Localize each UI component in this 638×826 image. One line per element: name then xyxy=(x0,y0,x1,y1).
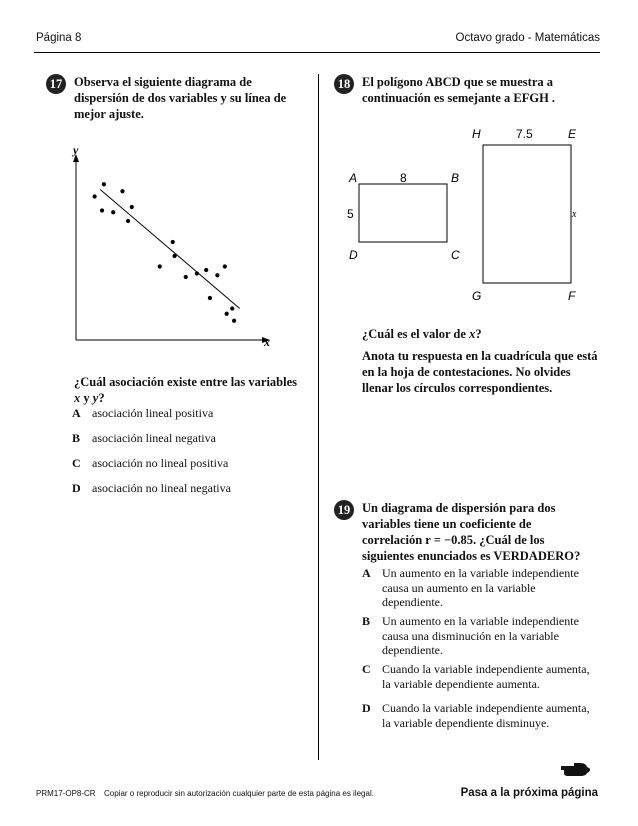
scatter-point xyxy=(204,268,208,272)
vertex-d: D xyxy=(349,248,358,262)
next-page-link[interactable]: Pasa a la próxima página xyxy=(460,787,598,799)
scatter-point xyxy=(184,275,188,279)
scatter-point xyxy=(232,319,236,323)
question-17-stem: Observa el siguiente diagrama de dispersión de dos variables y su línea de mejor ajuste. xyxy=(74,75,287,121)
choice-19-a[interactable]: A Un aumento en la variable independiente causa un aumento en la variable dependiente. xyxy=(362,566,579,609)
question-18-prompt: ¿Cuál es el valor de x? xyxy=(362,327,482,341)
vertex-f: F xyxy=(568,289,576,303)
similar-polygons-figure xyxy=(330,122,600,312)
scatter-point xyxy=(208,296,212,300)
header-rule xyxy=(34,52,600,53)
question-18-stem: El polígono ABCD que se muestra a continuación es semejante a EFGH . xyxy=(362,75,556,105)
scatter-point xyxy=(215,273,219,277)
x-axis-label: x xyxy=(264,335,270,349)
vertex-b: B xyxy=(451,171,460,185)
scatter-point xyxy=(195,271,199,275)
grade-subject: Octavo grado - Matemáticas xyxy=(455,32,600,44)
choice-19-b[interactable]: B Un aumento en la variable independiente causa una disminución en la variable dependiente. xyxy=(362,614,579,657)
choice-17-a[interactable]: A asociación lineal positiva xyxy=(72,406,214,420)
scatter-point xyxy=(93,194,97,198)
best-fit-line xyxy=(100,190,240,309)
y-axis-label: y xyxy=(73,143,79,157)
choice-17-c[interactable]: C asociación no lineal positiva xyxy=(72,456,229,470)
copyright-notice: Copiar o reproducir sin autorización cualquier parte de esta página es ilegal. xyxy=(104,789,374,798)
question-17-badge: 17 xyxy=(46,74,66,94)
side-he-length: 7.5 xyxy=(516,127,533,141)
question-19-choices xyxy=(362,566,598,749)
form-code: PRM17-OP8-CR xyxy=(36,789,96,798)
scatter-point xyxy=(126,219,130,223)
column-divider xyxy=(318,74,319,760)
side-ef-length: x xyxy=(572,209,577,220)
polygon-abcd xyxy=(359,184,447,242)
scatter-point xyxy=(223,264,227,268)
pointing-hand-icon xyxy=(560,760,592,778)
vertex-g: G xyxy=(472,289,482,303)
question-19-stem: Un diagrama de dispersión para dos variables tiene un coeficiente de correlación r = −0.85. ¿Cuál de los siguientes enunciados es VERDADERO? xyxy=(362,501,581,563)
scatter-point xyxy=(230,306,234,310)
page-number: Página 8 xyxy=(36,32,82,44)
scatter-point xyxy=(225,312,229,316)
question-19-badge: 19 xyxy=(334,500,354,520)
scatter-point xyxy=(172,254,176,258)
scatter-point xyxy=(111,210,115,214)
choice-19-c[interactable]: C Cuando la variable independiente aumenta, la variable dependiente aumenta. xyxy=(362,662,590,691)
scatter-point xyxy=(100,208,104,212)
vertex-h: H xyxy=(472,127,481,141)
question-17-choices xyxy=(72,406,312,506)
scatter-point xyxy=(171,240,175,244)
choice-17-d[interactable]: D asociación no lineal negativa xyxy=(72,481,231,495)
choice-19-d[interactable]: D Cuando la variable independiente aumenta, la variable dependiente disminuye. xyxy=(362,701,590,730)
side-ab-length: 8 xyxy=(400,171,407,185)
vertex-c: C xyxy=(451,248,460,262)
scatter-point xyxy=(102,182,106,186)
side-ad-length: 5 xyxy=(347,207,354,221)
vertex-a: A xyxy=(349,171,358,185)
scatter-plot xyxy=(60,140,280,350)
scatter-point xyxy=(158,264,162,268)
scatter-point xyxy=(120,189,124,193)
question-18-instructions: Anota tu respuesta en la cuadrícula que está en la hoja de contestaciones. No olvides llenar los círculos correspondientes. xyxy=(362,349,598,395)
vertex-e: E xyxy=(568,127,577,141)
polygon-efgh xyxy=(483,145,571,283)
question-17-prompt: ¿Cuál asociación existe entre las variables x y y? xyxy=(74,375,298,405)
choice-17-b[interactable]: B asociación lineal negativa xyxy=(72,431,216,445)
scatter-point xyxy=(130,205,134,209)
question-18-badge: 18 xyxy=(334,74,354,94)
